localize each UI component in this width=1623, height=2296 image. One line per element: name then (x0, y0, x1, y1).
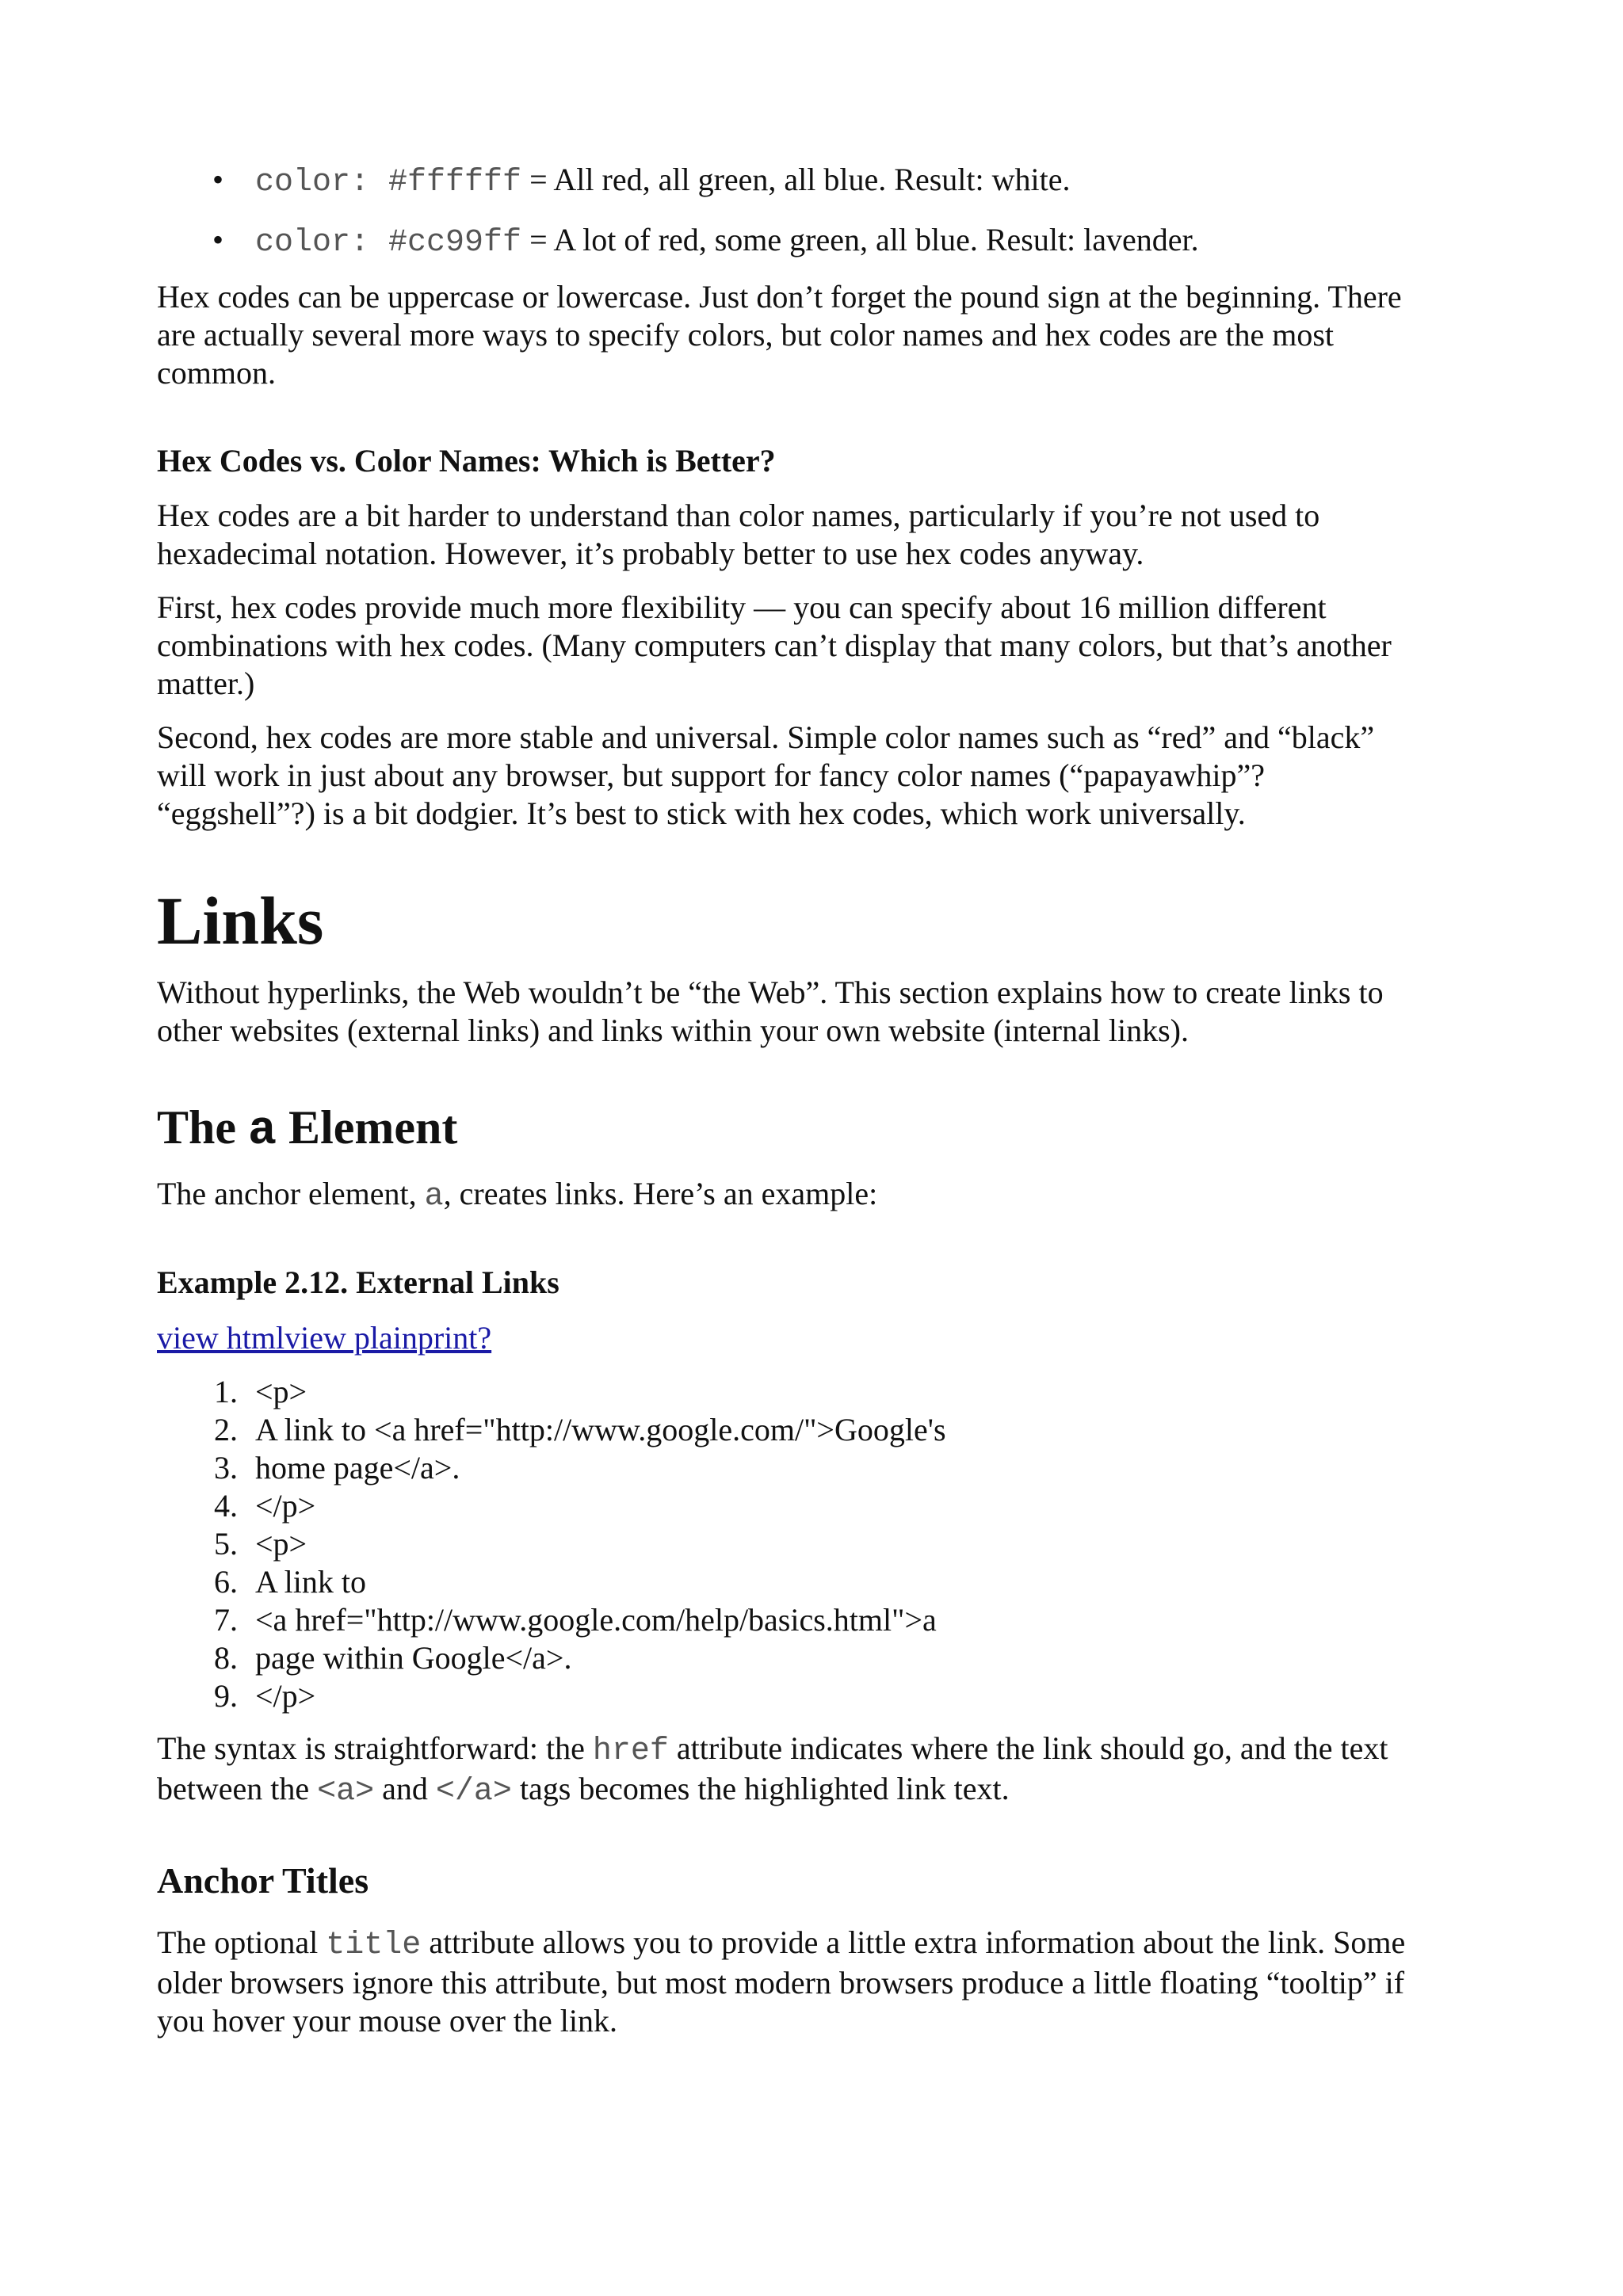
inline-code: a (424, 1179, 444, 1215)
text: attribute allows you to provide a little extra information about the link. Some (421, 1924, 1406, 1960)
line-number: 9. (214, 1678, 238, 1714)
line-number: 7. (214, 1602, 238, 1638)
paragraph-line: Without hyperlinks, the Web wouldn’t be “the Web”. This section explains how to create links to (157, 974, 1384, 1010)
paragraph-line: First, hex codes provide much more flexibility — you can specify about 16 million different (157, 589, 1327, 625)
paragraph-line: Hex codes are a bit harder to understand than color names, particularly if you’re not used to (157, 498, 1320, 533)
text: The anchor element, (157, 1176, 425, 1211)
bullet-text: = All red, all green, all blue. Result: white. (521, 162, 1071, 197)
paragraph-line: Hex codes can be uppercase or lowercase. Just don’t forget the pound sign at the beginning. There (157, 279, 1402, 315)
heading-text: The (157, 1101, 249, 1154)
heading-text: Element (277, 1101, 458, 1154)
line-number: 4. (214, 1488, 238, 1524)
line-number: 8. (214, 1640, 238, 1676)
code-text: </p> (255, 1488, 316, 1524)
text: and (374, 1771, 436, 1806)
line-number: 2. (214, 1412, 238, 1447)
inline-code: title (326, 1928, 422, 1963)
inline-code: color: #ffffff (255, 165, 522, 200)
inline-code: color: #cc99ff (255, 225, 522, 261)
code-text: <a href="http://www.google.com/help/basics.html">a (255, 1602, 937, 1638)
code-text: </p> (255, 1678, 316, 1714)
paragraph-line: other websites (external links) and links within your own website (internal links). (157, 1013, 1189, 1048)
section-subheading: Hex Codes vs. Color Names: Which is Better? (157, 443, 776, 479)
line-number: 1. (214, 1374, 238, 1409)
line-number: 5. (214, 1526, 238, 1562)
paragraph-line: you hover your mouse over the link. (157, 2003, 617, 2039)
page-heading-links: Links (157, 883, 324, 959)
paragraph-line: Second, hex codes are more stable and universal. Simple color names such as “red” and “black” (157, 719, 1375, 755)
code-text: <p> (255, 1374, 307, 1409)
code-text: A link to <a href="http://www.google.com/">Google's (255, 1412, 946, 1447)
inline-code: <a> (317, 1774, 375, 1810)
code-text: home page</a>. (255, 1450, 460, 1486)
code-text: page within Google</a>. (255, 1640, 572, 1676)
paragraph-line (157, 1770, 1010, 1811)
paragraph-line: combinations with hex codes. (Many computers can’t display that many colors, but that’s another (157, 627, 1392, 663)
paragraph-line: common. (157, 355, 276, 391)
paragraph-line: “eggshell”?) is a bit dodgier. It’s best to stick with hex codes, which work universally. (157, 795, 1246, 831)
bullet-marker: • (212, 162, 224, 197)
text: The optional (157, 1924, 327, 1960)
paragraph-line: matter.) (157, 666, 255, 701)
bullet-item (255, 221, 1199, 262)
paragraph-line: will work in just about any browser, but support for fancy color names (“papayawhip”? (157, 757, 1266, 793)
line-number: 3. (214, 1450, 238, 1486)
text: , creates links. Here’s an example: (443, 1176, 878, 1211)
inline-code: a (248, 1104, 277, 1158)
inline-code: href (592, 1733, 669, 1769)
text: attribute indicates where the link should go, and the text (668, 1730, 1388, 1766)
paragraph-line (157, 1730, 1388, 1771)
section-heading-anchor-titles: Anchor Titles (157, 1860, 369, 1901)
bullet-item (255, 161, 1070, 202)
section-heading-a-element (157, 1099, 457, 1160)
paragraph-line: hexadecimal notation. However, it’s probably better to use hex codes anyway. (157, 536, 1144, 571)
code-toolbar-link[interactable]: view htmlview plainprint? (157, 1320, 492, 1356)
paragraph-line: older browsers ignore this attribute, but most modern browsers produce a little floating “tooltip” if (157, 1965, 1405, 2000)
line-number: 6. (214, 1564, 238, 1600)
paragraph-line (157, 1924, 1405, 1965)
code-text: A link to (255, 1564, 367, 1600)
bullet-marker: • (212, 222, 224, 257)
example-heading: Example 2.12. External Links (157, 1264, 559, 1300)
bullet-text: = A lot of red, some green, all blue. Result: lavender. (521, 222, 1199, 257)
paragraph-line (157, 1175, 877, 1216)
text: between the (157, 1771, 318, 1806)
paragraph-line: are actually several more ways to specify colors, but color names and hex codes are the most (157, 317, 1335, 353)
text: tags becomes the highlighted link text. (511, 1771, 1010, 1806)
code-text: <p> (255, 1526, 307, 1562)
inline-code: </a> (435, 1774, 512, 1810)
text: The syntax is straightforward: the (157, 1730, 593, 1766)
